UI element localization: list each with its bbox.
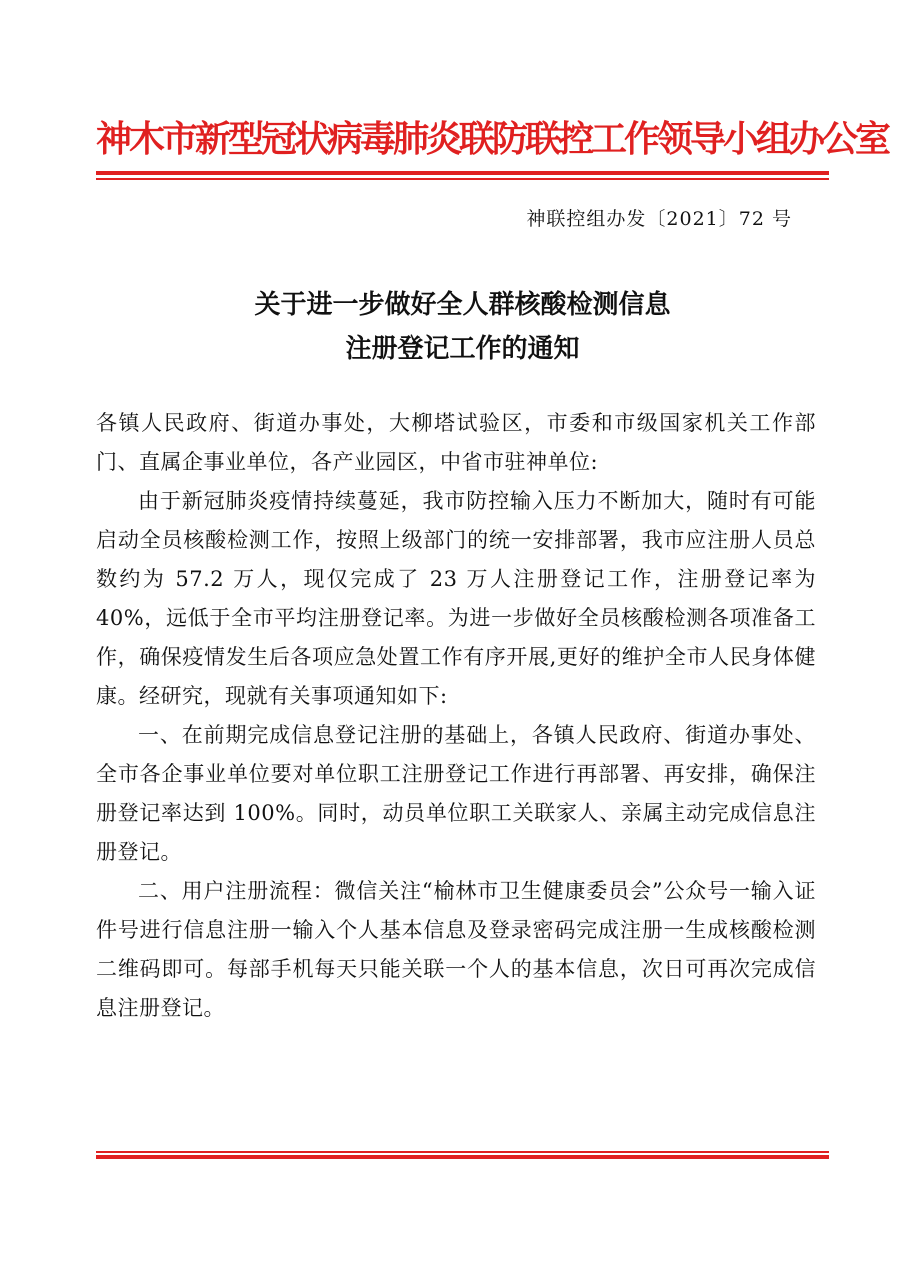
header-divider-thin bbox=[96, 178, 829, 180]
document-title-line-2: 注册登记工作的通知 bbox=[345, 334, 580, 364]
issuing-office-title: 神木市新型冠状病毒肺炎联防联控工作领导小组办公室 bbox=[96, 119, 889, 160]
header-divider-thick bbox=[96, 171, 829, 175]
paragraph-background: 由于新冠肺炎疫情持续蔓延，我市防控输入压力不断加大，随时有可能启动全员核酸检测工作，按照上级部门的统一安排部署，我市应注册人员总数约为 57.2 万人，现仅完成了 23 万人注册登记工作，注册登记率为 40%，远低于全市平均注册登记率。为进一步做好全员核酸检测各项准备工作，确保疫情发生后各项应急处置工作有序开展,更好的维护全市人民身体健康。经研究，现就有关事项通知如下: bbox=[96, 489, 816, 708]
salutation: 各镇人民政府、街道办事处，大柳塔试验区，市委和市级国家机关工作部门、直属企事业单位，各产业园区，中省市驻神单位: bbox=[96, 411, 816, 474]
footer-divider-thick bbox=[96, 1155, 829, 1159]
document-title-line-1: 关于进一步做好全人群核酸检测信息 bbox=[254, 290, 671, 320]
document-title bbox=[96, 283, 829, 371]
paragraph-item-two: 二、用户注册流程：微信关注“榆林市卫生健康委员会”公众号一输入证件号进行信息注册一输入个人基本信息及登录密码完成注册一生成核酸检测二维码即可。每部手机每天只能关联一个人的基本信息，次日可再次完成信息注册登记。 bbox=[96, 879, 816, 1020]
paragraph-item-one: 一、在前期完成信息登记注册的基础上，各镇人民政府、街道办事处、全市各企事业单位要对单位职工注册登记工作进行再部署、再安排，确保注册登记率达到 100%。同时，动员单位职工关联家人、亲属主动完成信息注册登记。 bbox=[96, 723, 816, 864]
document-body bbox=[96, 404, 816, 1028]
document-number: 神联控组办发〔2021〕72 号 bbox=[526, 208, 792, 230]
footer-divider-thin bbox=[96, 1151, 829, 1153]
